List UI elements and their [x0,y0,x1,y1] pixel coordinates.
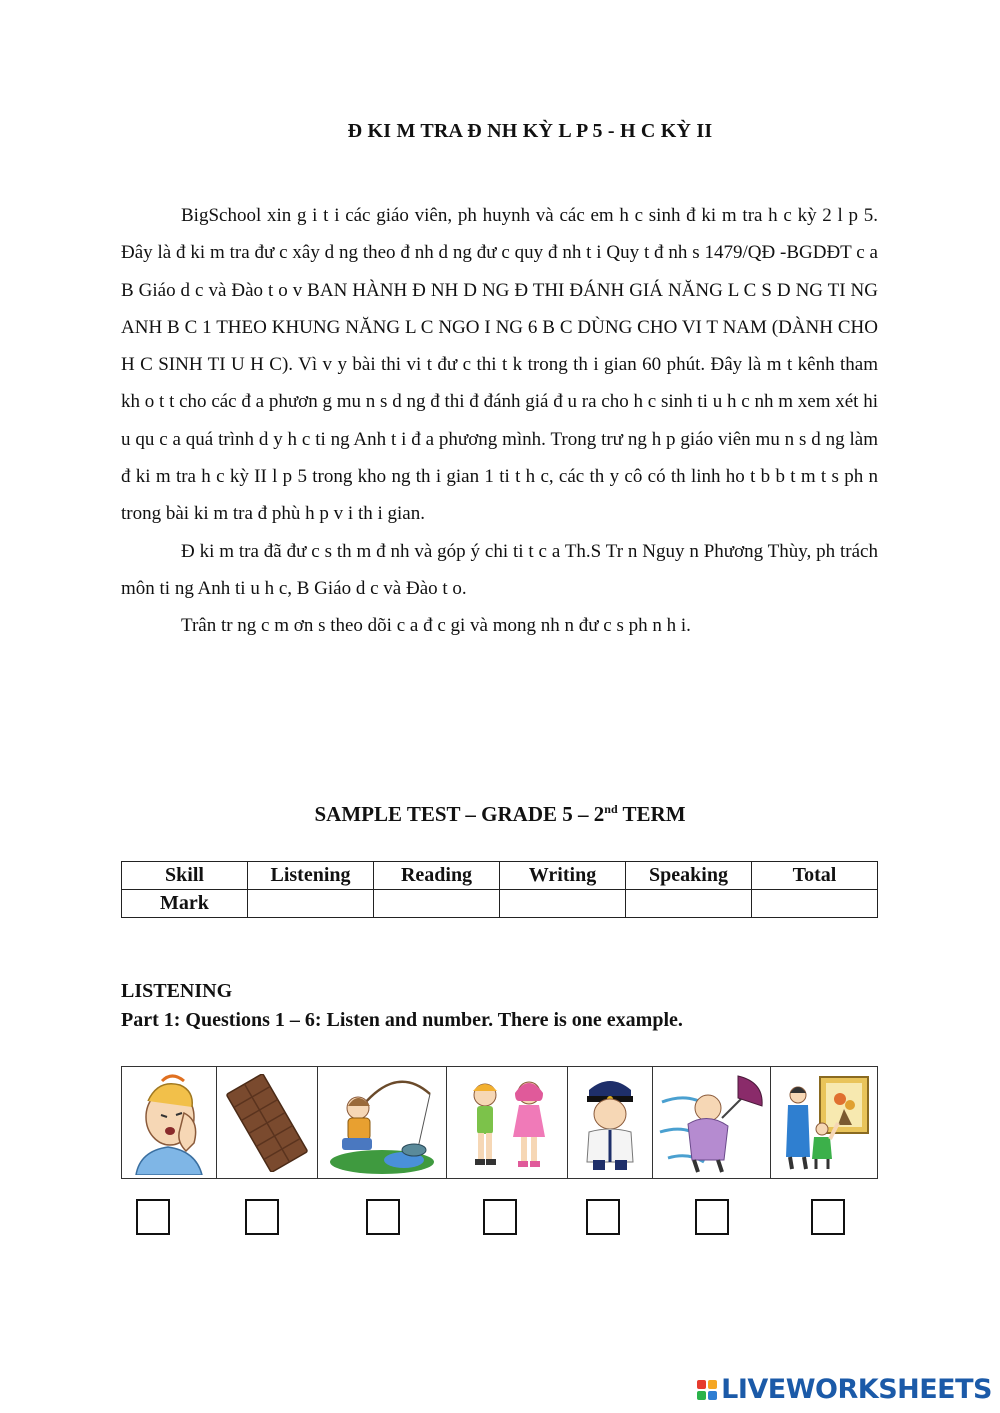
answer-box-7[interactable] [811,1199,845,1235]
sample-test-title-prefix: SAMPLE TEST – GRADE 5 – 2 [314,802,605,826]
marks-header-listening: Listening [248,862,374,890]
picture-strip [121,1066,878,1179]
brand-name: LIVEWORKSHEETS [721,1374,992,1405]
marks-table [121,861,878,918]
windy-storm-man-icon [658,1072,766,1174]
picture-cell-7 [771,1067,877,1178]
sample-test-title-ordinal: nd [604,802,618,816]
intro-paragraph-1: BigSchool xin g i t i các giáo viên, ph huynh và các em h c sinh đ ki m tra h c kỳ 2 l p 5. Đây là đ ki m tra đư c xây d ng theo đ nh d ng đư c quy đ nh t i Quy t đ nh s 1479/QĐ -BGDĐT c a B Giáo d c và Đào t o v BAN HÀNH Đ NH D NG Đ THI ĐÁNH GIÁ NĂNG L C S D NG TI NG ANH B C 1 THEO KHUNG NĂNG L C NGO I NG 6 B C DÙNG CHO VI T NAM (DÀNH CHO H C SINH TI U H C). Vì v y bài thi vi t đư c thi t k trong th i gian 60 phút. Đây là m t kênh tham kh o t t cho các đ a phươn g mu n s d ng đ thi đ đánh giá đ u ra cho h c sinh ti u h c nh m xem xét hi u qu c a quá trình d y h c ti ng Anh t i đ a phương mình. Trong trư ng h p giáo viên mu n s d ng làm đ ki m tra h c kỳ II l p 5 trong kho ng th i gian 1 ti t h c, các th y cô có th linh ho t b b t m t s ph n trong bài ki m tra đ phù h p v i th i gian. [121,205,878,525]
picture-cell-5 [568,1067,653,1178]
answer-box-4[interactable] [483,1199,517,1235]
picture-cell-4 [447,1067,568,1178]
pilot-icon [579,1072,641,1174]
mark-cell-writing[interactable] [500,890,626,918]
marks-header-speaking: Speaking [626,862,752,890]
mark-cell-reading[interactable] [374,890,500,918]
marks-header-skill: Skill [122,862,248,890]
listening-heading: LISTENING [121,980,233,1002]
answer-box-2[interactable] [245,1199,279,1235]
picture-cell-6 [653,1067,771,1178]
two-girls-icon [457,1071,557,1175]
intro-paragraph-3: Trân tr ng c m ơn s theo dõi c a đ c gi và mong nh n đư c s ph n h i. [181,615,691,637]
sample-test-title [0,802,1000,827]
picture-cell-2 [217,1067,318,1178]
marks-header-reading: Reading [374,862,500,890]
boy-fishing-icon [322,1070,442,1176]
marks-row-label: Mark [122,890,248,918]
picture-cell-3 [318,1067,447,1178]
picture-cell-1 [122,1067,217,1178]
toothache-boy-icon [128,1071,210,1175]
intro-text [121,197,878,645]
liveworksheets-logo-icon [697,1380,717,1400]
answer-box-3[interactable] [366,1199,400,1235]
chocolate-bar-icon [224,1074,310,1172]
answer-box-6[interactable] [695,1199,729,1235]
marks-header-writing: Writing [500,862,626,890]
intro-paragraph-2: Đ ki m tra đã đư c s th m đ nh và góp ý chi ti t c a Th.S Tr n Nguy n Phương Thùy, ph trách môn ti ng Anh ti u h c, B Giáo d c và Đào t o. [121,540,878,599]
sample-test-title-suffix: TERM [617,802,686,826]
marks-header-total: Total [752,862,878,890]
answer-box-1[interactable] [136,1199,170,1235]
marks-table-row [122,890,878,918]
mother-child-painting-icon [776,1073,872,1173]
marks-table-header-row [122,862,878,890]
mark-cell-listening[interactable] [248,890,374,918]
part1-instruction: Part 1: Questions 1 – 6: Listen and number. There is one example. [121,1009,683,1031]
mark-cell-speaking[interactable] [626,890,752,918]
answer-box-5[interactable] [586,1199,620,1235]
mark-cell-total[interactable] [752,890,878,918]
document-title: Đ KI M TRA Đ NH KỲ L P 5 - H C KỲ II [347,120,713,142]
liveworksheets-brand [697,1374,992,1405]
